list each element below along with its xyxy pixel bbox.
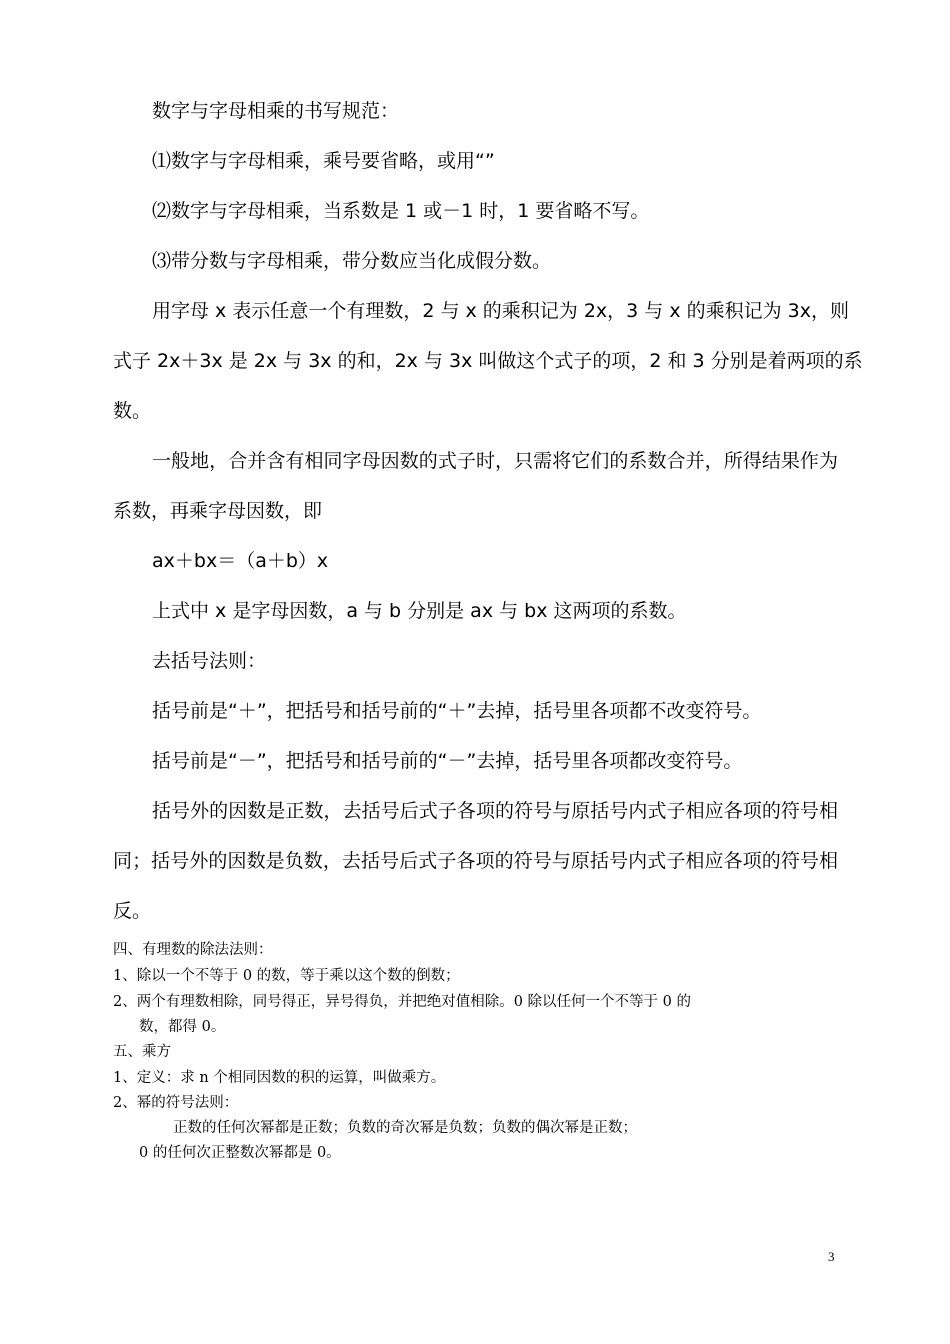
power-rule-line-1: 正数的任何次幂都是正数；负数的奇次幂是负数；负数的偶次幂是正数； xyxy=(173,1120,637,1136)
bracket-factor-line-1: 括号外的因数是正数，去括号后式子各项的符号与原括号内式子相应各项的符号相 xyxy=(152,800,838,822)
bracket-factor-line-2: 同；括号外的因数是负数，去括号后式子各项的符号与原括号内式子相应各项的符号相 xyxy=(113,850,838,872)
product-rules-heading: 数字与字母相乘的书写规范： xyxy=(152,100,400,122)
bracket-minus-rule: 括号前是“－”，把括号和括号前的“－”去掉，括号里各项都改变符号。 xyxy=(152,750,743,772)
terms-paragraph-line-1: 用字母 x 表示任意一个有理数，2 与 x 的乘积记为 2x，3 与 x 的乘积记为 3x，则 xyxy=(152,300,849,322)
power-rule-line-2: 0 的任何次正整数次幂都是 0。 xyxy=(139,1145,341,1161)
product-rule-3: ⑶带分数与字母相乘，带分数应当化成假分数。 xyxy=(152,250,552,272)
power-item-2: 2、幂的符号法则： xyxy=(113,1095,239,1111)
division-item-1: 1、除以一个不等于 0 的数，等于乘以这个数的倒数； xyxy=(113,968,460,984)
power-item-1: 1、定义：求 n 个相同因数的积的运算，叫做乘方。 xyxy=(113,1070,446,1086)
product-rule-1: ⑴数字与字母相乘，乘号要省略，或用“” xyxy=(152,150,495,172)
terms-paragraph-line-2: 式子 2x＋3x 是 2x 与 3x 的和，2x 与 3x 叫做这个式子的项，2 和 3 分别是着两项的系 xyxy=(113,350,863,372)
bracket-plus-rule: 括号前是“＋”，把括号和括号前的“＋”去掉，括号里各项都不改变符号。 xyxy=(152,700,762,722)
bracket-factor-line-3: 反。 xyxy=(113,900,152,922)
combine-note: 上式中 x 是字母因数，a 与 b 分别是 ax 与 bx 这两项的系数。 xyxy=(152,600,687,622)
division-heading: 四、有理数的除法法则： xyxy=(113,942,273,958)
division-item-2-line-2: 数，都得 0。 xyxy=(139,1019,226,1035)
page-number: 3 xyxy=(828,1249,835,1264)
bracket-rules-heading: 去括号法则： xyxy=(152,650,267,672)
combine-paragraph-line-2: 系数，再乘字母因数，即 xyxy=(113,500,323,522)
terms-paragraph-line-3: 数。 xyxy=(113,400,152,422)
power-heading: 五、乘方 xyxy=(113,1044,171,1060)
combine-paragraph-line-1: 一般地，合并含有相同字母因数的式子时，只需将它们的系数合并，所得结果作为 xyxy=(152,450,838,472)
division-item-2-line-1: 2、两个有理数相除，同号得正，异号得负，并把绝对值相除。0 除以任何一个不等于 0 的 xyxy=(113,994,691,1010)
combine-formula: ax＋bx＝（a＋b）x xyxy=(152,550,329,572)
product-rule-2: ⑵数字与字母相乘，当系数是 1 或－1 时，1 要省略不写。 xyxy=(152,200,650,222)
